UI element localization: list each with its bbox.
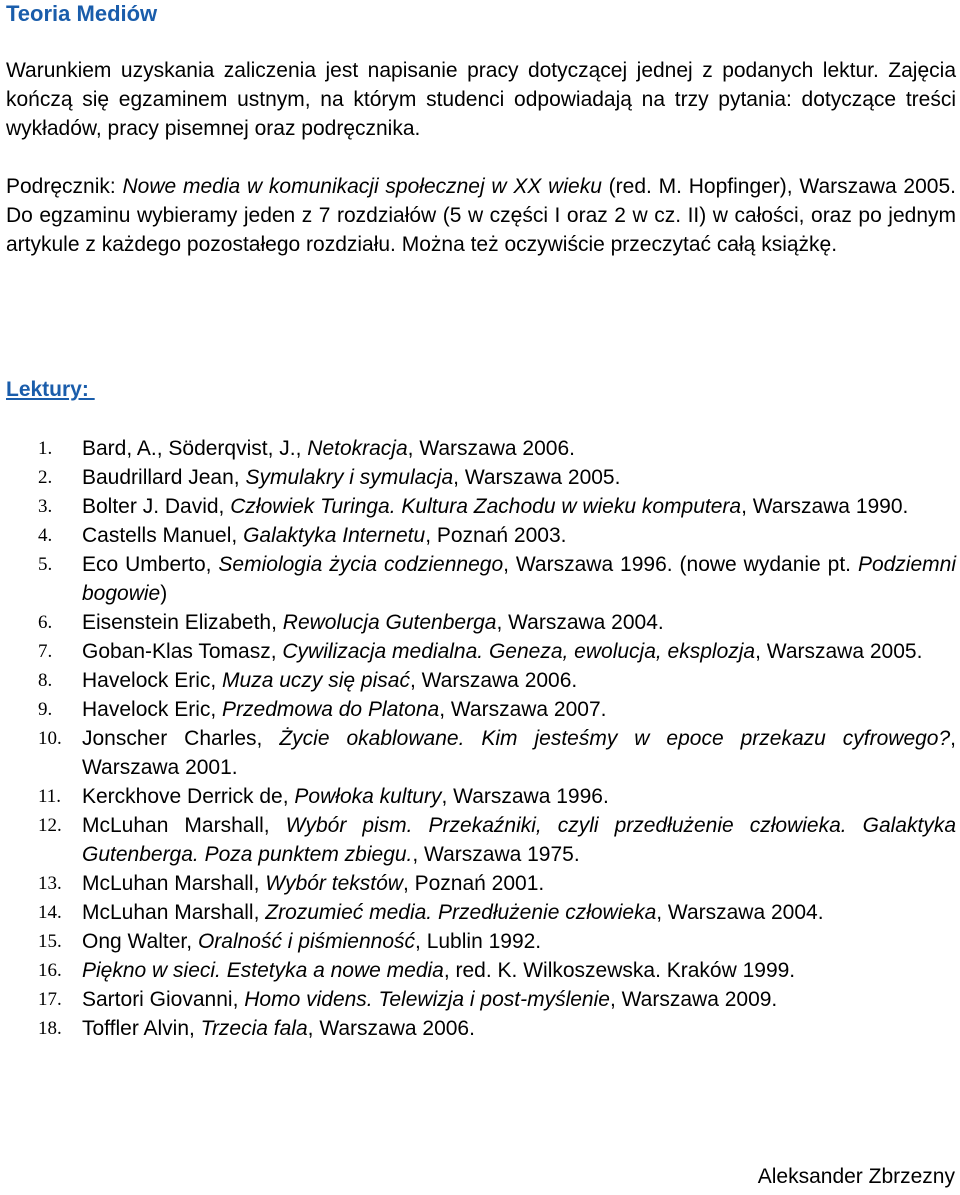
item-publication: , Warszawa 2005. (453, 466, 621, 489)
item-number: 12. (38, 815, 62, 836)
list-item (0, 782, 960, 811)
item-number: 13. (38, 873, 62, 894)
item-publication: , Warszawa 2004. (496, 611, 664, 634)
item-publication: , Lublin 1992. (415, 930, 542, 953)
page-title: Teoria Mediów (6, 1, 158, 26)
list-item (0, 898, 960, 927)
item-author: Havelock Eric, (82, 669, 223, 692)
item-author: Goban-Klas Tomasz, (82, 640, 283, 663)
item-author: Eisenstein Elizabeth, (82, 611, 283, 634)
item-publication: , Poznań 2001. (402, 872, 545, 895)
item-author: Toffler Alvin, (82, 1017, 201, 1040)
item-author: Kerckhove Derrick de, (82, 785, 295, 808)
item-number: 14. (38, 902, 62, 923)
item-title: Symulakry i symulacja (245, 466, 454, 489)
item-title: Wybór tekstów (265, 872, 403, 895)
item-number: 11. (38, 786, 62, 807)
list-item (0, 637, 960, 666)
item-title: Powłoka kultury (294, 785, 442, 808)
item-publication: , Warszawa 2001. (82, 727, 957, 779)
item-number: 4. (38, 525, 53, 546)
item-title: Zrozumieć media. Przedłużenie człowieka (265, 901, 657, 924)
item-author: Sartori Giovanni, (82, 988, 245, 1011)
item-author: McLuhan Marshall, (82, 872, 266, 895)
item-publication: , Warszawa 2006. (407, 437, 575, 460)
textbook-intro: Podręcznik: (6, 175, 123, 198)
textbook-details: (red. M. Hopfinger), Warszawa 2005. Do egzaminu wybieramy jeden z 7 rozdziałów (5 w części I oraz 2 w cz. II) w całości, oraz po jednym artykule z każdego pozostałego rozdziału. Można też oczywiście przeczytać całą książkę. (6, 175, 956, 256)
list-item (0, 811, 960, 869)
list-item (0, 521, 960, 550)
readings-list (0, 434, 960, 1043)
item-number: 10. (38, 728, 62, 749)
list-item (0, 666, 960, 695)
readings-heading: Lektury: (6, 378, 95, 401)
item-number: 9. (38, 699, 53, 720)
item-author: Baudrillard Jean, (82, 466, 246, 489)
list-item (0, 985, 960, 1014)
item-number: 3. (38, 496, 53, 517)
item-title: Rewolucja Gutenberga (282, 611, 497, 634)
item-publication: , Warszawa 1990. (741, 495, 909, 518)
item-title: Człowiek Turinga. Kultura Zachodu w wieku komputera (230, 495, 742, 518)
item-title: Galaktyka Internetu (243, 524, 426, 547)
item-author: Havelock Eric, (82, 698, 223, 721)
item-title: Trzecia fala (200, 1017, 308, 1040)
item-publication: , Warszawa 2006. (409, 669, 578, 692)
list-item (0, 1014, 960, 1043)
item-title: Oralność i piśmienność (197, 930, 416, 953)
textbook-paragraph (6, 172, 956, 259)
item-alt-title: Podziemni bogowie (82, 553, 956, 605)
list-item (0, 492, 960, 521)
item-number: 5. (38, 554, 53, 575)
item-author: Castells Manuel, (82, 524, 244, 547)
item-title: Homo videns. Telewizja i post-myślenie (244, 988, 610, 1011)
item-number: 2. (38, 467, 53, 488)
item-author: Ong Walter, (82, 930, 198, 953)
author-signature: Aleksander Zbrzezny (757, 1165, 955, 1188)
item-publication: , red. K. Wilkoszewska. Kraków 1999. (443, 959, 796, 982)
item-publication: , Warszawa 1996. (nowe wydanie pt. (503, 553, 858, 576)
item-title: Przedmowa do Platona (222, 698, 440, 721)
item-publication: , Warszawa 2004. (656, 901, 824, 924)
item-number: 17. (38, 989, 62, 1010)
item-number: 1. (38, 438, 53, 459)
requirements-paragraph: Warunkiem uzyskania zaliczenia jest napisanie pracy dotyczącej jednej z podanych lektur. Zajęcia kończą się egzaminem ustnym, na którym studenci odpowiadają na trzy pytania: dotyczące treści wykładów, pracy pisemnej oraz podręcznika. (6, 59, 956, 140)
item-publication: , Warszawa 1996. (441, 785, 609, 808)
list-item (0, 956, 960, 985)
item-number: 6. (38, 612, 53, 633)
list-item (0, 550, 960, 608)
item-author: McLuhan Marshall, (82, 814, 286, 837)
list-item (0, 927, 960, 956)
item-number: 16. (38, 960, 62, 981)
item-title: Muza uczy się pisać (222, 669, 410, 692)
item-title: Cywilizacja medialna. Geneza, ewolucja, eksplozja (282, 640, 756, 663)
list-item (0, 724, 960, 782)
item-title: Piękno w sieci. Estetyka a nowe media (82, 959, 444, 982)
item-number: 7. (38, 641, 53, 662)
item-author: Eco Umberto, (82, 553, 219, 576)
item-publication: , Warszawa 2007. (439, 698, 607, 721)
item-publication: , Warszawa 2009. (609, 988, 778, 1011)
item-publication: , Warszawa 2005. (755, 640, 923, 663)
item-number: 8. (38, 670, 53, 691)
item-author: Bolter J. David, (82, 495, 231, 518)
item-author: Jonscher Charles, (82, 727, 280, 750)
list-item (0, 608, 960, 637)
list-item (0, 434, 960, 463)
item-publication: , Poznań 2003. (425, 524, 567, 547)
item-publication: , Warszawa 1975. (412, 843, 580, 866)
list-item (0, 463, 960, 492)
list-item (0, 695, 960, 724)
item-title: Netokracja (307, 437, 408, 460)
item-number: 18. (38, 1018, 62, 1039)
item-closing: ) (160, 582, 168, 605)
item-title: Życie okablowane. Kim jesteśmy w epoce przekazu cyfrowego? (279, 727, 951, 750)
item-title: Semiologia życia codziennego (218, 553, 504, 576)
item-number: 15. (38, 931, 62, 952)
item-author: Bard, A., Söderqvist, J., (82, 437, 308, 460)
item-title: Wybór pism. Przekaźniki, czyli przedłużenie człowieka. Galaktyka Gutenberga. Poza punktem zbiegu. (82, 814, 956, 866)
item-publication: , Warszawa 2006. (307, 1017, 475, 1040)
textbook-title: Nowe media w komunikacji społecznej w XX wieku (122, 175, 602, 198)
item-author: McLuhan Marshall, (82, 901, 266, 924)
list-item (0, 869, 960, 898)
